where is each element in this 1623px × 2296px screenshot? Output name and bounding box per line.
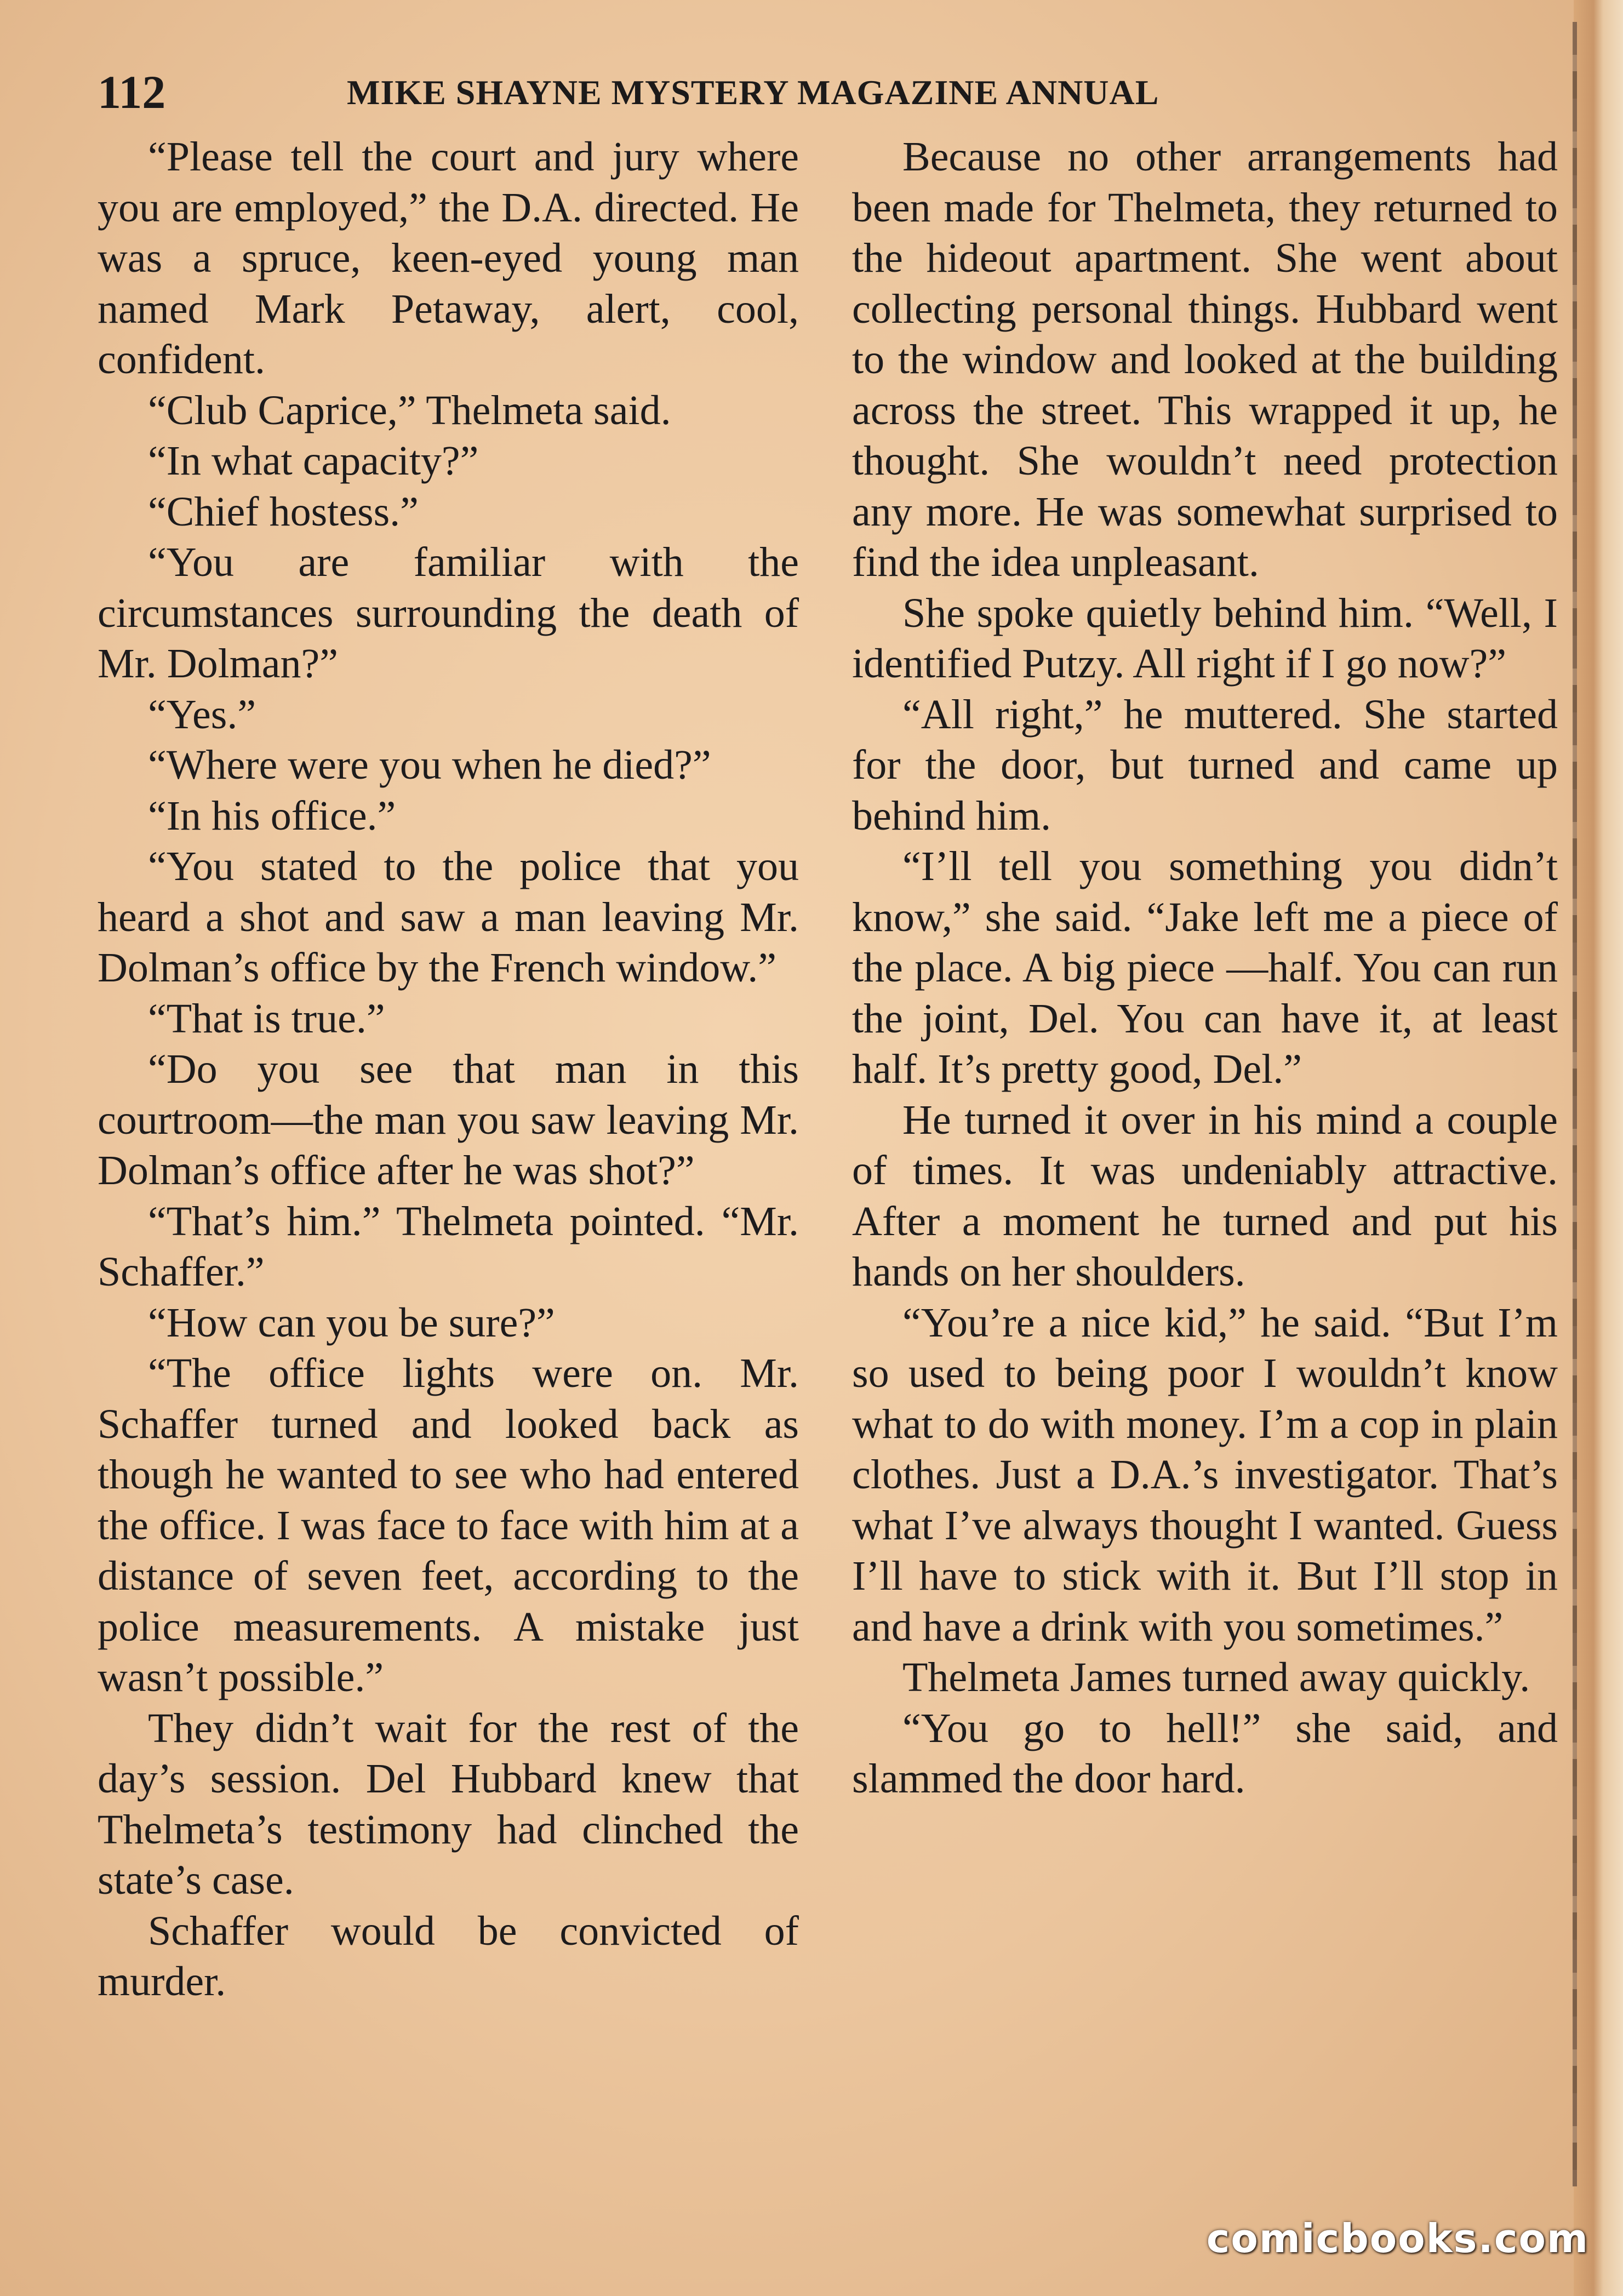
left-column xyxy=(98,132,799,2007)
paragraph: “That’s him.” Thelmeta pointed. “Mr. Schaffer.” xyxy=(98,1198,799,1295)
running-head: MIKE SHAYNE MYSTERY MAGAZINE ANNUAL xyxy=(347,73,1159,112)
paragraph: She spoke quietly behind him. “Well, I identified Putzy. All right if I go now?” xyxy=(852,590,1558,687)
paragraph: “In his office.” xyxy=(148,792,396,839)
paragraph: “Where were you when he died?” xyxy=(148,742,711,788)
paragraph: “That is true.” xyxy=(148,995,385,1042)
paragraph: He turned it over in his mind a couple of times. It was undeniably attractive. After a moment he turned and put his hands on her shoulders. xyxy=(852,1096,1558,1295)
paragraph: “Yes.” xyxy=(148,691,256,738)
paragraph: “You’re a nice kid,” he said. “But I’m so used to being poor I wouldn’t know what to do with money. I’m a cop in plain clothes. Just a D.A.’s investigator. That’s what I’ve always thought I wanted. Guess I’ll have to stick with it. But I’ll stop in and have a drink with you sometimes.” xyxy=(852,1299,1558,1650)
paragraph: Because no other arrangements had been made for Thelmeta, they returned to the hideout apartment. She went about collecting personal things. Hubbard went to the window and looked at the building across the street. This wrapped it up, he thought. She wouldn’t need protection any more. He was somewhat surprised to find the idea unpleasant. xyxy=(852,134,1558,585)
paragraph: They didn’t wait for the rest of the day’s session. Del Hubbard knew that Thelmeta’s testimony had clinched the state’s case. xyxy=(98,1705,799,1903)
paragraph: “How can you be sure?” xyxy=(148,1299,555,1346)
binding-edge-line xyxy=(1573,22,1577,2186)
paragraph: Thelmeta James turned away quickly. xyxy=(902,1654,1530,1700)
paragraph: “You are familiar with the circumstances surrounding the death of Mr. Dolman?” xyxy=(98,539,799,687)
page-header xyxy=(98,65,1314,119)
paragraph: “Chief hostess.” xyxy=(148,488,419,535)
paragraph: “Club Caprice,” Thelmeta said. xyxy=(148,387,671,433)
paragraph: “You stated to the police that you heard a shot and saw a man leaving Mr. Dolman’s office by the French window.” xyxy=(98,843,799,991)
right-column xyxy=(852,132,1558,1804)
paragraph: “All right,” he muttered. She started for the door, but turned and came up behind him. xyxy=(852,691,1558,839)
page-number: 112 xyxy=(98,66,166,118)
paragraph: “Do you see that man in this courtroom—the man you saw leaving Mr. Dolman’s office after he was shot?” xyxy=(98,1046,799,1193)
paragraph: “In what capacity?” xyxy=(148,438,479,484)
paragraph: Schaffer would be convicted of murder. xyxy=(98,1907,799,2004)
page-edge xyxy=(1574,0,1623,2296)
paragraph: “The office lights were on. Mr. Schaffer turned and looked back as though he wanted to see who had entered the office. I was face to face with him at a distance of seven feet, according to the police measurements. A mistake just wasn’t possible.” xyxy=(98,1350,799,1700)
watermark: comicbooks.com xyxy=(1206,2215,1589,2261)
paragraph: “I’ll tell you something you didn’t know,” she said. “Jake left me a piece of the place. A big piece —half. You can run the joint, Del. You can have it, at least half. It’s pretty good, Del.” xyxy=(852,843,1558,1092)
paragraph: “Please tell the court and jury where you are employed,” the D.A. directed. He was a spruce, keen-eyed young man named Mark Petaway, alert, cool, confident. xyxy=(98,134,799,382)
paragraph: “You go to hell!” she said, and slammed the door hard. xyxy=(852,1705,1558,1802)
